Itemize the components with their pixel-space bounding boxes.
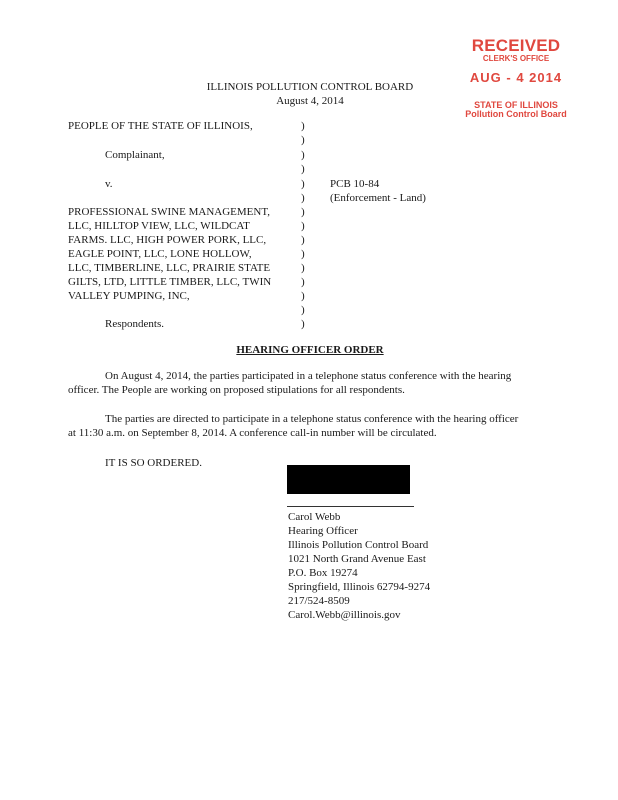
signer-title: Hearing Officer: [288, 525, 358, 537]
signer-organization: Illinois Pollution Control Board: [288, 539, 429, 551]
caption-paren: ): [301, 206, 305, 218]
caption-paren: ): [301, 262, 305, 274]
respondent-line: PROFESSIONAL SWINE MANAGEMENT,: [68, 206, 270, 218]
caption-paren: ): [301, 178, 305, 190]
stamp-date: AUG - 4 2014: [469, 70, 563, 85]
stamp-received: RECEIVED: [471, 36, 561, 55]
stamp-clerks-office: CLERK'S OFFICE: [482, 54, 550, 63]
caption-paren: ): [301, 304, 305, 316]
signer-email[interactable]: Carol.Webb@illinois.gov: [288, 609, 401, 621]
signer-city: Springfield, Illinois 62794-9274: [288, 581, 431, 593]
caption-paren: ): [301, 248, 305, 260]
so-ordered: IT IS SO ORDERED.: [105, 457, 202, 469]
versus-label: v.: [105, 178, 113, 190]
stamp-state: STATE OF ILLINOIS: [474, 100, 558, 110]
caption-paren: ): [301, 163, 305, 175]
stamp-board: Pollution Control Board: [465, 109, 567, 119]
complainant-label: Complainant,: [105, 149, 165, 161]
caption-paren: ): [301, 134, 305, 146]
respondent-line: FARMS. LLC, HIGH POWER PORK, LLC,: [68, 234, 267, 246]
order-paragraph-2: The parties are directed to participate in a telephone status conference with the hearing officer at 11:30 a.m. on September 8, 2014. A conference call-in number will be circulated.: [68, 413, 519, 439]
caption-paren: ): [301, 192, 305, 204]
board-name: ILLINOIS POLLUTION CONTROL BOARD: [206, 81, 414, 93]
caption-paren: ): [301, 220, 305, 232]
respondent-line: GILTS, LTD, LITTLE TIMBER, LLC, TWIN: [68, 276, 272, 288]
signer-name: Carol Webb: [288, 511, 341, 523]
complainant-party: PEOPLE OF THE STATE OF ILLINOIS,: [68, 120, 253, 132]
caption-paren: ): [301, 149, 305, 161]
order-date: August 4, 2014: [276, 95, 344, 107]
caption-paren: ): [301, 234, 305, 246]
redacted-signature: [287, 465, 410, 494]
respondent-line: LLC, TIMBERLINE, LLC, PRAIRIE STATE: [68, 262, 271, 274]
respondent-line: VALLEY PUMPING, INC,: [68, 290, 190, 302]
order-title: HEARING OFFICER ORDER: [236, 344, 384, 356]
signature-line: [287, 506, 414, 507]
caption-paren: ): [301, 318, 305, 330]
caption-paren: ): [301, 276, 305, 288]
case-type: (Enforcement - Land): [330, 192, 426, 204]
respondent-line: LLC, HILLTOP VIEW, LLC, WILDCAT: [68, 220, 250, 232]
case-number: PCB 10-84: [330, 178, 380, 190]
caption-paren: ): [301, 290, 305, 302]
signer-address: 1021 North Grand Avenue East: [288, 553, 426, 565]
respondent-line: EAGLE POINT, LLC, LONE HOLLOW,: [68, 248, 252, 260]
caption-paren: ): [301, 120, 305, 132]
signer-po-box: P.O. Box 19274: [288, 567, 358, 579]
respondents-label: Respondents.: [105, 318, 164, 330]
signer-phone: 217/524-8509: [288, 595, 350, 607]
order-paragraph-1: On August 4, 2014, the parties participated in a telephone status conference with the hearing officer. The People are working on proposed stipulations for all respondents.: [68, 370, 512, 396]
